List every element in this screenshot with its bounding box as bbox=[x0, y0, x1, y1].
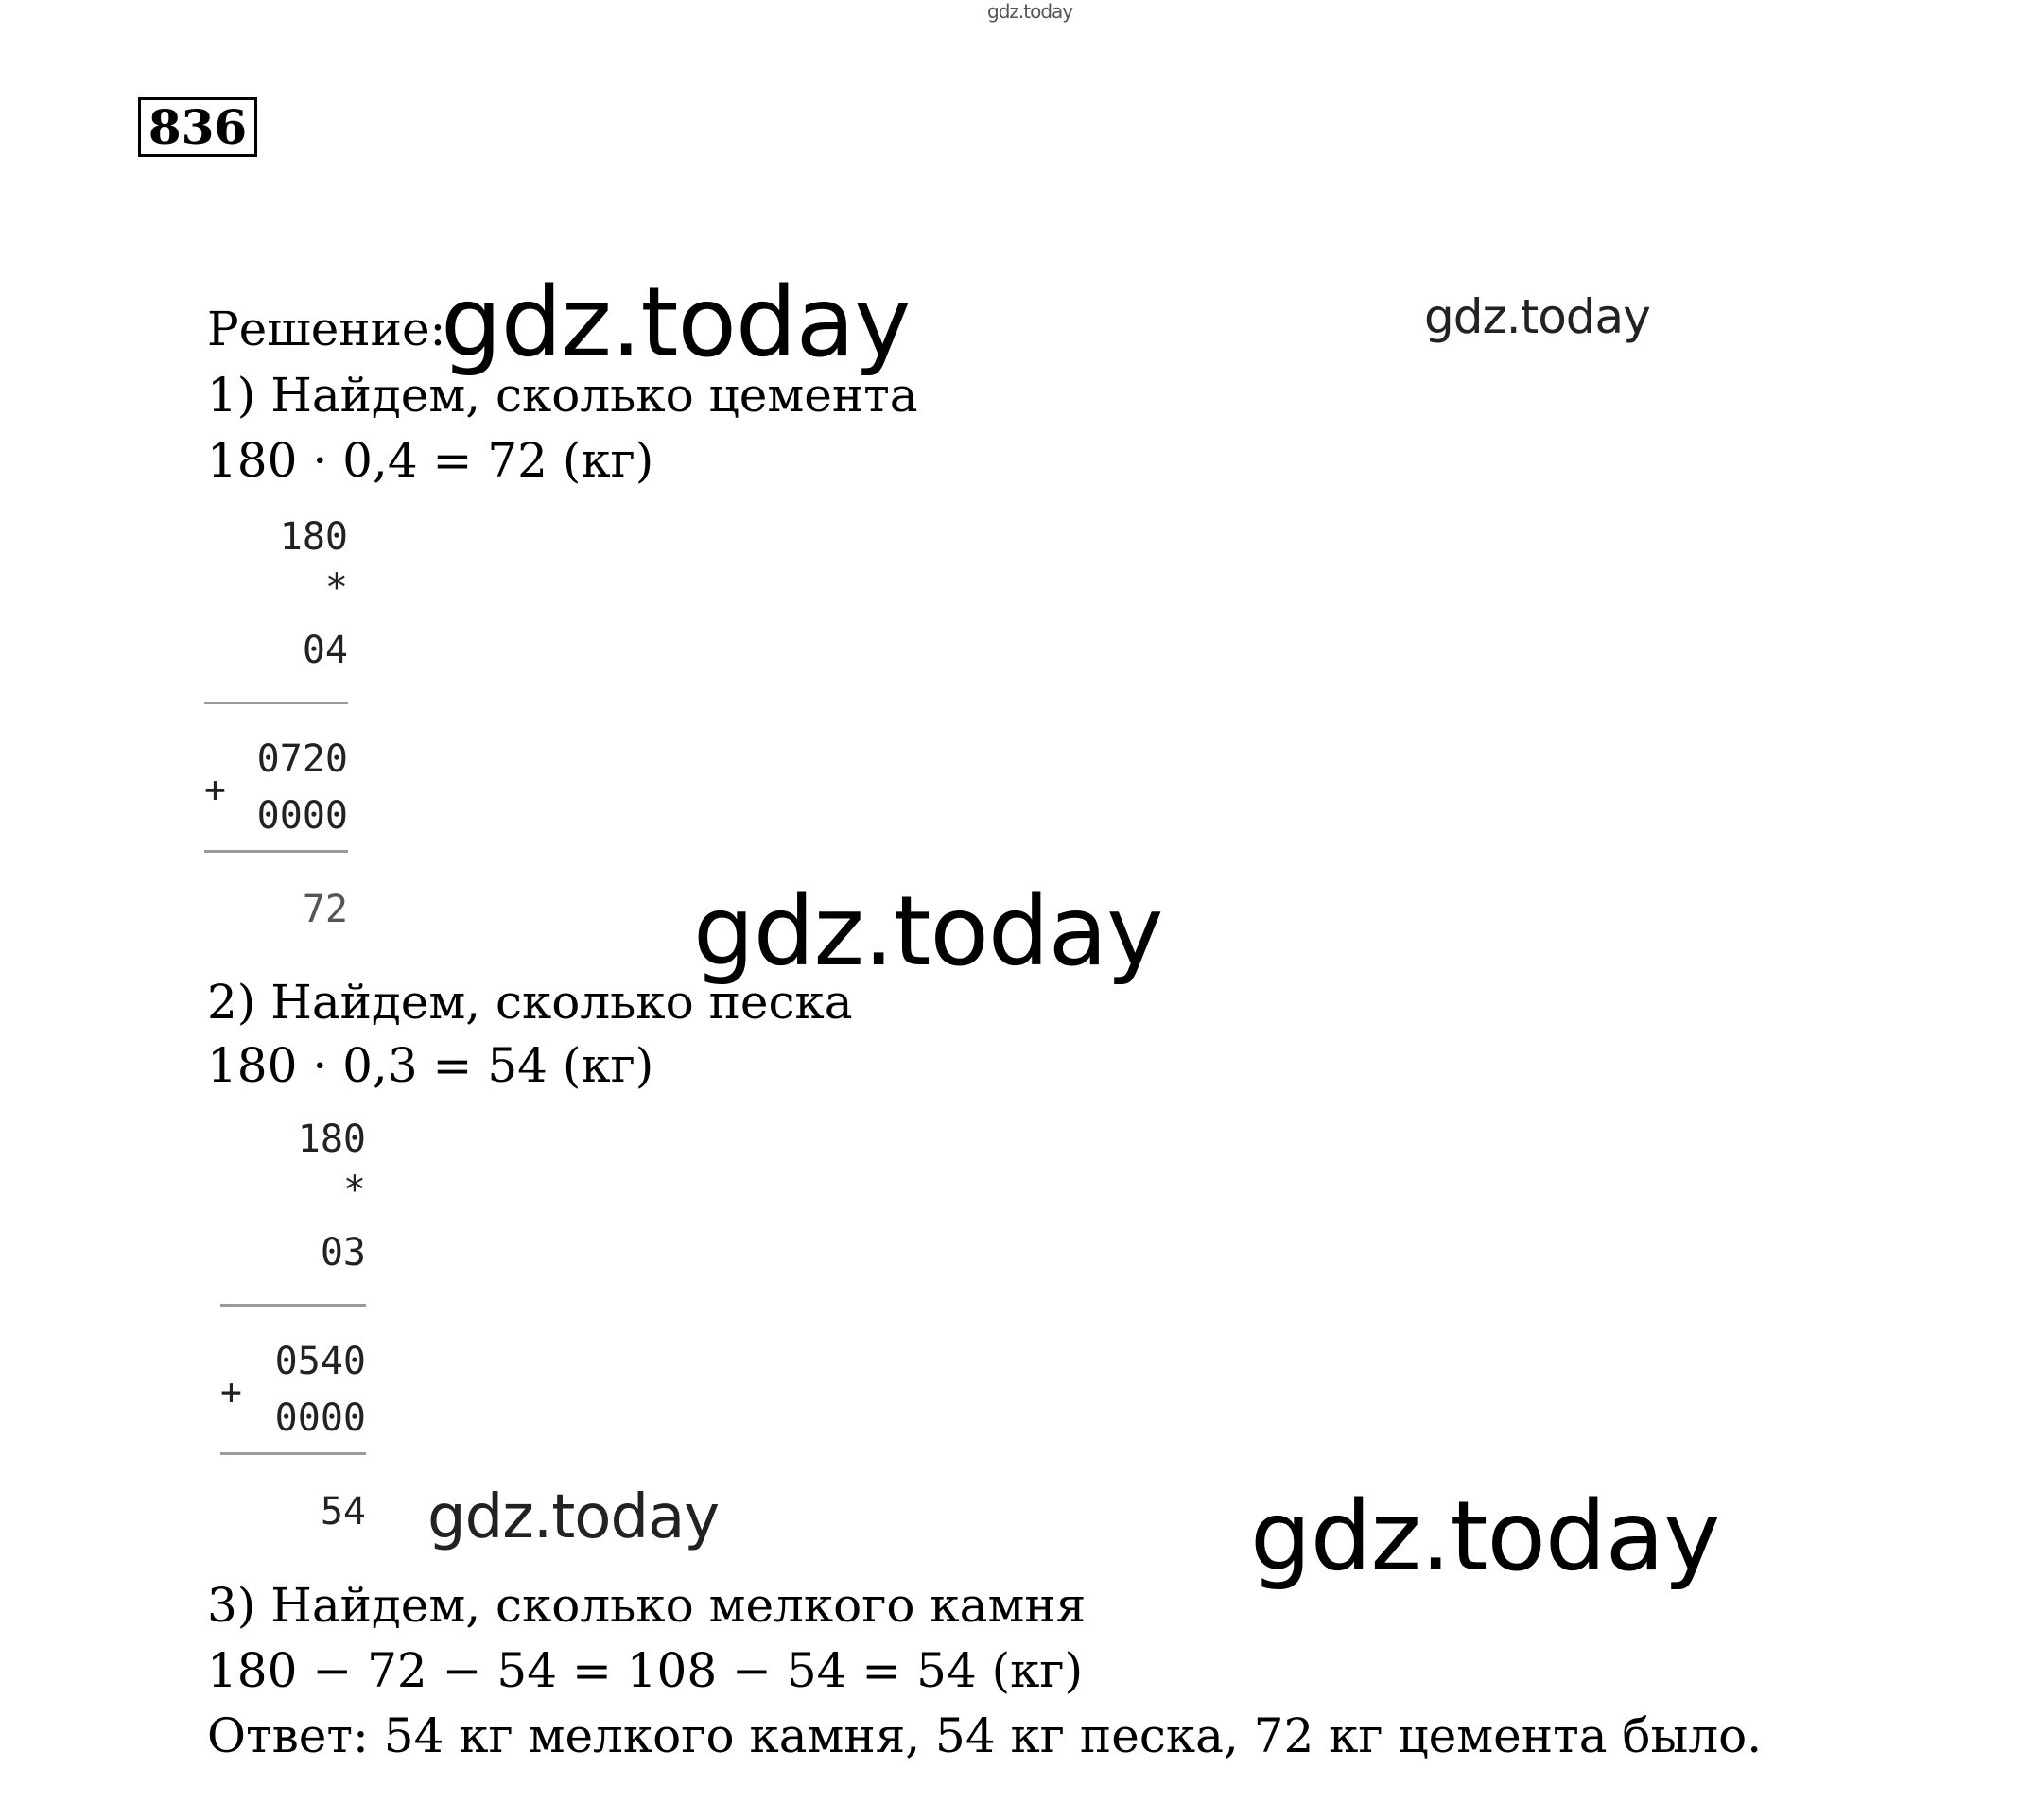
watermark-header: gdz.today bbox=[441, 267, 911, 379]
step1-partial2: 0000 bbox=[256, 794, 348, 838]
step1-plus-sign: + bbox=[204, 769, 226, 810]
watermark-lower-right: gdz.today bbox=[1250, 1481, 1720, 1593]
step1-rule-top bbox=[204, 702, 348, 704]
step1-multiplier: 04 bbox=[302, 629, 348, 672]
step2-title: 2) Найдем, сколько песка bbox=[207, 975, 853, 1030]
step2-partials bbox=[220, 1341, 366, 1452]
step2-rule-bottom bbox=[220, 1452, 366, 1455]
step2-result: 54 bbox=[320, 1490, 366, 1534]
step1-multiplicand: 180 bbox=[279, 515, 348, 559]
solution-label: Решение: bbox=[207, 302, 446, 356]
step1-rule-bottom bbox=[204, 850, 348, 853]
step2-partial1: 0540 bbox=[274, 1340, 366, 1383]
watermark-middle: gdz.today bbox=[693, 875, 1163, 988]
step1-operator: * bbox=[324, 566, 348, 610]
step2-operator: * bbox=[342, 1169, 366, 1212]
watermark-lower-left: gdz.today bbox=[427, 1482, 720, 1552]
step2-multiplier: 03 bbox=[320, 1231, 366, 1274]
watermark-header-right: gdz.today bbox=[1424, 289, 1650, 344]
step2-column-multiplication bbox=[220, 1118, 366, 1533]
step2-plus-sign: + bbox=[220, 1371, 242, 1413]
answer-line: Ответ: 54 кг мелкого камня, 54 кг песка, 72 кг цемента было. bbox=[207, 1708, 1763, 1763]
step1-column-multiplication bbox=[204, 516, 348, 930]
step2-multiplicand: 180 bbox=[297, 1118, 366, 1161]
step1-result: 72 bbox=[302, 888, 348, 931]
problem-number: 836 bbox=[138, 97, 257, 157]
step1-equation: 180 · 0,4 = 72 (кг) bbox=[207, 433, 654, 488]
step2-partial2: 0000 bbox=[274, 1396, 366, 1440]
step1-partials bbox=[204, 738, 348, 850]
step2-rule-top bbox=[220, 1304, 366, 1307]
step2-equation: 180 · 0,3 = 54 (кг) bbox=[207, 1038, 654, 1093]
step3-title: 3) Найдем, сколько мелкого камня bbox=[207, 1578, 1087, 1633]
step1-title: 1) Найдем, сколько цемента bbox=[207, 368, 918, 423]
step1-partial1: 0720 bbox=[256, 737, 348, 781]
watermark-top: gdz.today bbox=[987, 0, 1073, 23]
step3-equation: 180 − 72 − 54 = 108 − 54 = 54 (кг) bbox=[207, 1643, 1084, 1698]
